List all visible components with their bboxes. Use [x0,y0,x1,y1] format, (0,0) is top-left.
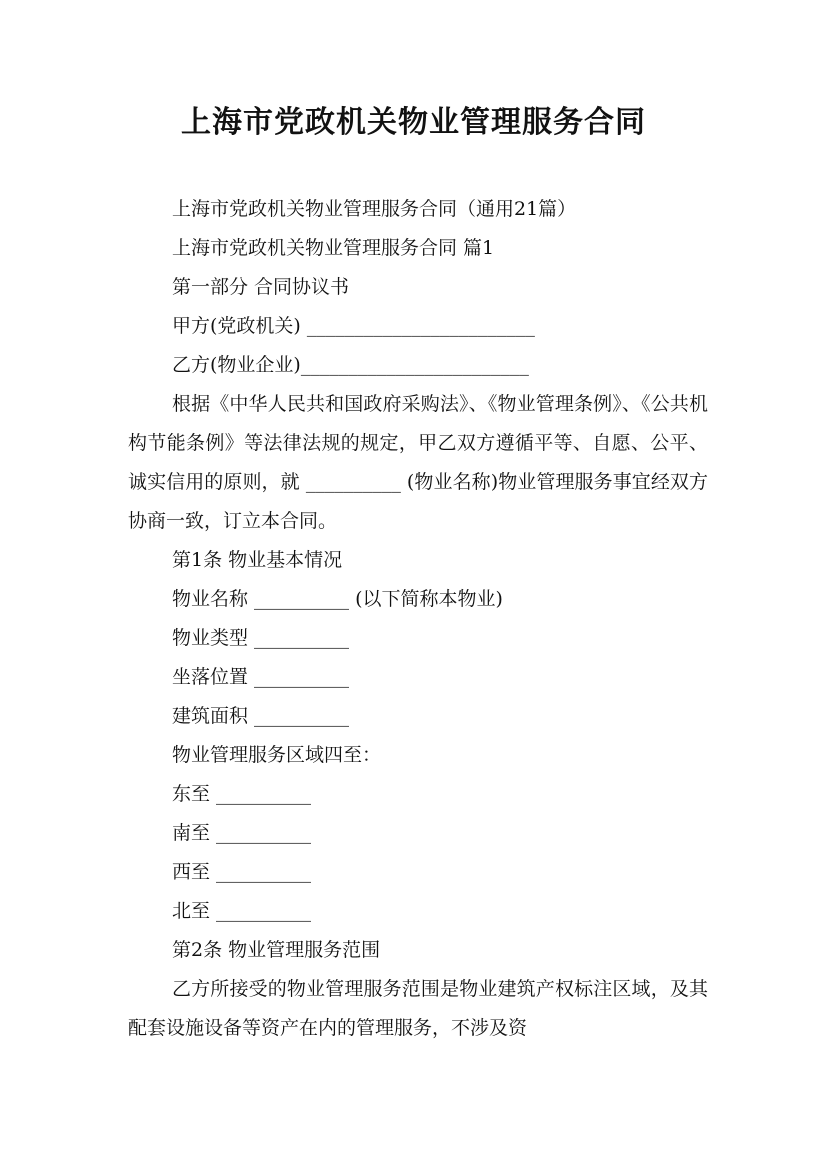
west-boundary-line: 西至 __________ [172,861,312,883]
east-boundary-line: 东至 __________ [172,783,312,805]
property-name-line: 物业名称 __________ (以下简称本物业) [172,588,503,610]
document-title: 上海市党政机关物业管理服务合同 [181,105,646,140]
document-body [128,190,708,1048]
article-2-heading: 第2条 物业管理服务范围 [172,939,381,961]
section-heading: 第一部分 合同协议书 [172,276,350,298]
property-type-line: 物业类型 __________ [172,627,350,649]
service-scope-paragraph: 乙方所接受的物业管理服务范围是物业建筑产权标注区域，及其配套设施设备等资产在内的管理服务，不涉及资 [128,978,708,1039]
north-boundary-line: 北至 __________ [172,900,312,922]
contract-heading: 上海市党政机关物业管理服务合同（通用21篇） [172,198,577,220]
boundaries-heading: 物业管理服务区域四至： [172,744,382,766]
contract-part-heading: 上海市党政机关物业管理服务合同 篇1 [172,237,495,259]
south-boundary-line: 南至 __________ [172,822,312,844]
legal-basis-paragraph: 根据《中华人民共和国政府采购法》、《物业管理条例》、《公共机构节能条例》等法律法规的规定，甲乙双方遵循平等、自愿、公平、诚实信用的原则，就 __________ (物业名称)物业管理服务事宜经双方协商一致，订立本合同。 [128,393,708,532]
party-a-line: 甲方(党政机关) ________________________ [172,315,535,337]
party-b-line: 乙方(物业企业)________________________ [172,354,529,376]
building-area-line: 建筑面积 __________ [172,705,350,727]
location-line: 坐落位置 __________ [172,666,350,688]
article-1-heading: 第1条 物业基本情况 [172,549,343,571]
